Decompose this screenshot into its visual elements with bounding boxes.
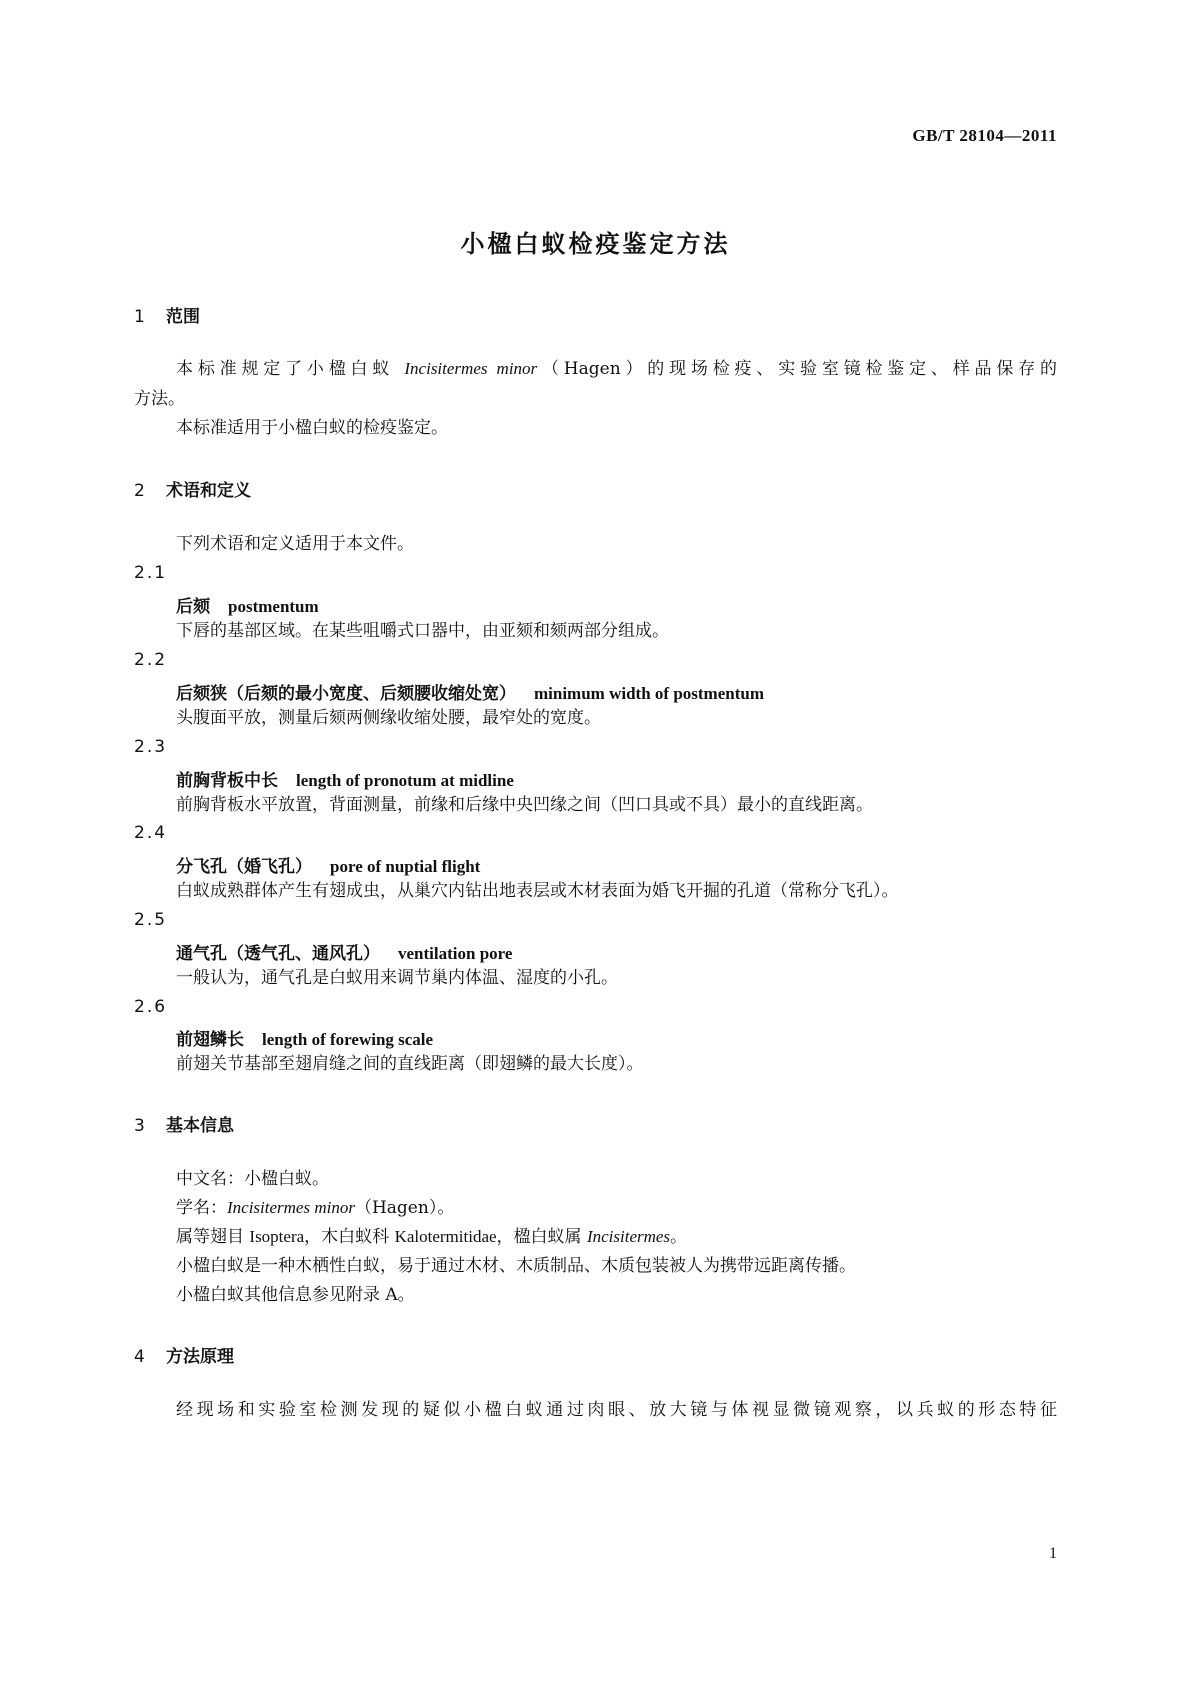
- section-3-heading: [134, 1111, 234, 1136]
- term-number: 2.1: [134, 563, 168, 583]
- term-name: 前翅鳞长 length of forewing scale: [176, 1030, 434, 1050]
- scope-paragraph-2: 本标准适用于小楹白蚁的检疫鉴定。: [176, 418, 448, 438]
- scientific-name-line: 学名：Incisitermes minor（Hagen）。: [176, 1198, 455, 1218]
- standard-code: GB/T 28104—2011: [912, 126, 1057, 145]
- appendix-reference-line: 小楹白蚁其他信息参见附录 A。: [176, 1285, 415, 1305]
- section-title: 基本信息: [166, 1116, 234, 1136]
- section-title: 术语和定义: [166, 481, 251, 501]
- latin-name: Incisitermes minor: [404, 359, 538, 378]
- method-principle-paragraph: 经现场和实验室检测发现的疑似小楹白蚁通过肉眼、放大镜与体视显微镜观察，以兵蚁的形态特征: [176, 1400, 1057, 1420]
- taxonomy-line: 属等翅目 Isoptera，木白蚁科 Kalotermitidae，楹白蚁属 Incisitermes。: [176, 1227, 688, 1247]
- term-name: 前胸背板中长 length of pronotum at midline: [176, 771, 514, 791]
- page-number: 1: [1049, 1545, 1057, 1562]
- chinese-name-line: 中文名：小楹白蚁。: [176, 1169, 329, 1189]
- term-name: 通气孔（透气孔、通风孔） ventilation pore: [176, 944, 513, 964]
- section-number: 3: [134, 1116, 145, 1136]
- term-number: 2.4: [134, 823, 168, 843]
- section-4-heading: [134, 1342, 234, 1367]
- term-name: 分飞孔（婚飞孔） pore of nuptial flight: [176, 857, 481, 877]
- section-title: 方法原理: [166, 1347, 234, 1367]
- term-definition: 白蚁成熟群体产生有翅成虫，从巢穴内钻出地表层或木材表面为婚飞开掘的孔道（常称分飞孔）。: [176, 881, 899, 901]
- term-number: 2.5: [134, 910, 168, 930]
- term-number: 2.3: [134, 737, 168, 757]
- section-2-heading: [134, 476, 251, 501]
- scope-paragraph-line-2: 方法。: [134, 389, 185, 409]
- term-number: 2.2: [134, 650, 168, 670]
- section-number: 4: [134, 1347, 145, 1367]
- section-number: 2: [134, 481, 145, 501]
- term-definition: 头腹面平放，测量后颏两侧缘收缩处腰，最窄处的宽度。: [176, 708, 601, 728]
- section-number: 1: [134, 307, 145, 327]
- term-name: 后颏 postmentum: [176, 597, 319, 617]
- term-definition: 前胸背板水平放置，背面测量，前缘和后缘中央凹缘之间（凹口具或不具）最小的直线距离。: [176, 795, 873, 815]
- term-definition: 下唇的基部区域。在某些咀嚼式口器中，由亚颏和颏两部分组成。: [176, 621, 669, 641]
- section-title: 范围: [166, 307, 200, 327]
- term-definition: 一般认为，通气孔是白蚁用来调节巢内体温、湿度的小孔。: [176, 968, 618, 988]
- document-title: 小楹白蚁检疫鉴定方法: [460, 230, 731, 258]
- section-1-heading: [134, 302, 200, 327]
- latin-name: Incisitermes minor: [227, 1198, 355, 1217]
- scope-paragraph-line-1: 本标准规定了小楹白蚁 Incisitermes minor（Hagen）的现场检疫、实验室镜检鉴定、样品保存的: [176, 359, 1057, 379]
- terms-intro: 下列术语和定义适用于本文件。: [176, 534, 414, 554]
- term-definition: 前翅关节基部至翅肩缝之间的直线距离（即翅鳞的最大长度）。: [176, 1054, 644, 1074]
- term-number: 2.6: [134, 997, 168, 1017]
- term-name: 后颏狭（后颏的最小宽度、后颏腰收缩处宽） minimum width of postmentum: [176, 684, 764, 704]
- spread-info-line: 小楹白蚁是一种木栖性白蚁，易于通过木材、木质制品、木质包装被人为携带远距离传播。: [176, 1256, 856, 1276]
